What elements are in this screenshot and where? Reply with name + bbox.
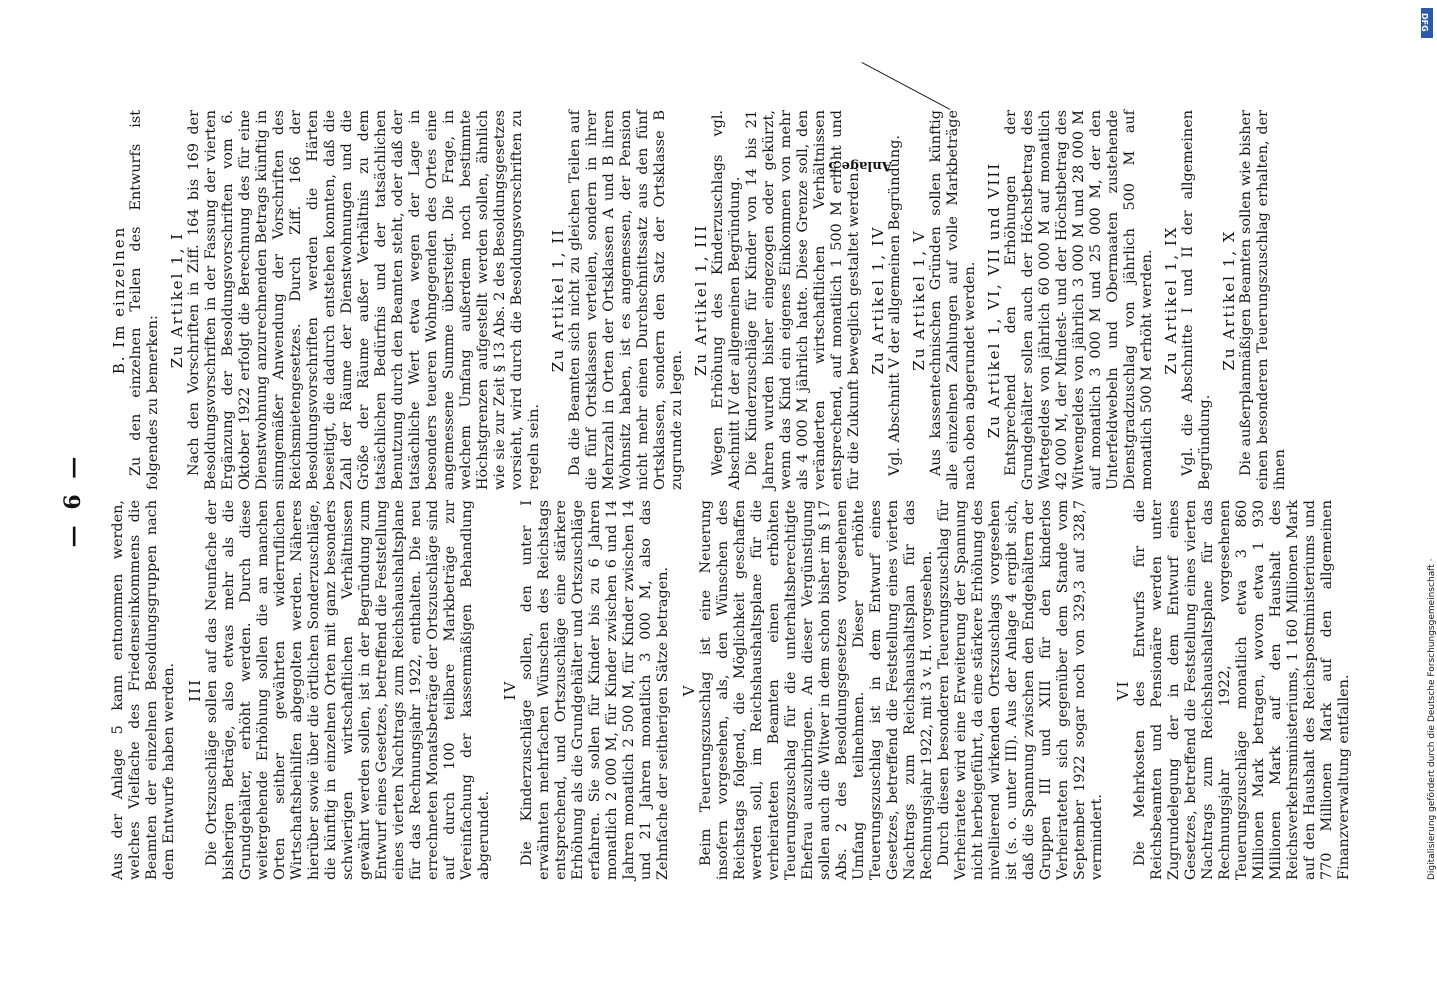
article-heading: Zu Artikel 1, II: [549, 227, 567, 373]
article-heading: Zu Artikel 1, IV: [869, 225, 887, 375]
article-text: Aus kassentechnischen Gründen sollen künftig alle einzelnen Zahlungen auf volle Markbeträge nach oben abgerundet werden.: [928, 110, 978, 490]
section-text: Beim Teuerungszuschlag ist eine Neuerung insofern vorgesehen, als, den Wünschen des Reichstags folgend, die Möglichkeit geschaffen werden soll, im Reichshaushaltsplane für die verheirateten Beamten einen erhöhten Teuerungszuschlag für die unterhaltsberechtigte Ehefrau auszubringen. An dieser Vergünstigung sollen auch die Witwer in dem schon bisher im § 17 Abs. 2 des Besoldungsgesetzes vorgesehenen Umfang teilnehmen. Dieser erhöhte Teuerungszuschlag ist in dem Entwurf eines Gesetzes, betreffend die Feststellung eines vierten Nachtrags zum Reichshaushaltsplan für das Rechnungsjahr 1922, mit 3 v. H. vorgesehen.: [698, 500, 935, 880]
section-heading: III: [186, 678, 204, 702]
article-text: Vgl. Abschnitt V der allgemeinen Begründung.: [887, 135, 903, 476]
article-heading: Zu Artikel 1, I: [168, 231, 186, 369]
right-column: [110, 110, 1289, 490]
digitization-credit: Digitalisierung gefördert durch die Deutsche Forschungsgemeinschaft ·: [1427, 558, 1437, 880]
article-heading: Zu Artikel 1, V: [910, 229, 928, 371]
section-heading: IV: [501, 679, 519, 701]
annex-marker: Anlage 5: [828, 158, 892, 173]
part-heading: B. Im einzelnen: [110, 225, 128, 375]
section-text: Die Kinderzuschläge sollen, den unter I erwähnten mehrfachen Wünschen des Reichstags entsprechend, und Ortszuschläge eine stärkere Erhöhung als die Grundgehälter und Ortszuschläge erfahren. Sie sollen für Kinder bis zu 6 Jahren monatlich 2 000 M, für Kinder zwischen 6 und 14 Jahren monatlich 2 500 M, für Kinder zwischen 14 und 21 Jahren monatlich 3 000 M, also das Zehnfache der seitherigen Sätze betragen.: [519, 500, 671, 880]
article-text: Da die Beamten sich nicht zu gleichen Teilen auf die fünf Ortsklassen verteilen, sondern in ihrer Mehrzahl in Orten der Ortsklassen A und B ihren Wohnsitz haben, ist es angemessen, der Pension nicht mehr einen Durchschnittssatz aus den fünf Ortsklassen, sondern den Satz der Ortsklasse B zugrunde zu legen.: [567, 110, 685, 490]
page-number: — 6 —: [60, 452, 86, 548]
article-heading: Zu Artikel 1, X: [1220, 229, 1238, 371]
article-text: Vgl. die Abschnitte I und II der allgemeinen Begründung.: [1180, 110, 1213, 490]
article-heading: Zu Artikel 1, III: [692, 223, 710, 377]
article-text: Entsprechend den Erhöhungen der Grundgehälter sollen auch der Höchstbetrag des Wartegeldes von jährlich 60 000 M auf monatlich 42 000 M, der Mindest- und der Höchstbetrag des Witwengeldes von jährlich 3 000 M und 28 000 M auf monatlich 3 000 M und 25 000 M, der den Unterfeldwebeln und Obermaaten zustehende Dienstgradzuschlag von jährlich 500 M auf monatlich 500 M erhöht werden.: [1003, 110, 1155, 490]
section-text: Durch diesen besonderen Teuerungszuschlag für Verheiratete wird eine Erweiterung der Spannung nicht herbeigeführt, da eine stärkere Erhöhung des nivellierend wirkenden Ortszuschlags vorgesehen ist (s. o. unter III). Aus der Anlage 4 ergibt sich, daß die Spannung zwischen den Endgehältern der Gruppen III und XIII für den kinderlos Verheirateten sich gegenüber dem Stande vom September 1922 sogar noch von 329,3 auf 328,7 vermindert.: [936, 500, 1105, 880]
left-intro: Aus der Anlage 5 kann entnommen werden, welches Vielfache des Friedenseinkommens die Beamten der einzelnen Besoldungsgruppen nach dem Entwurfe haben werden.: [110, 500, 177, 880]
dfg-logo: [1421, 8, 1433, 38]
article-heading: Zu Artikel 1, IX: [1162, 225, 1180, 375]
article-heading: Zu Artikel 1, VI, VII und VIII: [985, 161, 1003, 439]
section-heading: V: [680, 683, 698, 697]
dfg-logo-text: DFG: [1420, 13, 1429, 32]
article-text: Die außerplanmäßigen Beamten sollen wie bisher einen besonderen Teuerungszuschlag erhalten, der ihnen: [1238, 110, 1288, 490]
section-heading: VI: [1114, 679, 1132, 701]
section-text: Die Mehrkosten des Entwurfs für die Reichsbeamten und Pensionäre werden unter Zugrundelegung der in dem Entwurf eines Gesetzes, betreffend die Feststellung eines vierten Nachtrags zum Reichshaushaltsplane für das Rechnungsjahr 1922, vorgesehenen Teuerungszuschläge monatlich etwa 3 860 Millionen Mark betragen, wovon etwa 1 930 Millionen Mark auf den Haushalt des Reichsverkehrsministeriums, 1 160 Millionen Mark auf den Haushalt des Reichspostministeriums und 770 Millionen Mark auf den allgemeinen Finanzverwaltung entfallen.: [1132, 500, 1352, 880]
article-text: Wegen Erhöhung des Kinderzuschlags vgl. Abschnitt IV der allgemeinen Begründung.: [710, 110, 743, 490]
left-column: [110, 500, 1353, 880]
article-text: Nach den Vorschriften in Ziff. 164 bis 169 der Besoldungsvorschriften in der Fassung der vierten Ergänzung der Besoldungsvorschriften vom 6. Oktober 1922 erfolgt die Berechnung des für eine Dienstwohnung anzurechnenden Betrags künftig in sinngemäßer Anwendung der Vorschriften des Reichsmietengesetzes. Durch Ziff. 166 der Besoldungsvorschriften werden die Härten beseitigt, die dadurch entstehen konnten, daß die Zahl der Räume der Dienstwohnungen und die Größe der Räume außer Verhältnis zu dem tatsächlichen Bedürfnis und der tatsächlichen Benutzung durch den Beamten steht, oder daß der tatsächliche Wert etwa wegen der Lage in besonders teueren Wohngegenden des Ortes eine angemessene Summe übersteigt. Die Frage, in welchem Umfang außerdem noch bestimmte Höchstgrenzen aufgestellt werden sollen, ähnlich wie sie zur Zeit § 13 Abs. 2 des Besoldungsgesetzes vorsieht, wird durch die Besoldungsvorschriften zu regeln sein.: [186, 110, 542, 490]
article-text: Die Kinderzuschläge für Kinder von 14 bis 21 Jahren wurden bisher eingezogen oder gekürzt, wenn das Kind ein eigenes Einkommen von mehr als 4 000 M jährlich hatte. Diese Grenze soll, den veränderten wirtschaftlichen Verhältnissen entsprechend, auf monatlich 1 500 M erhöht und für die Zukunft beweglich gestaltet werden.: [744, 110, 862, 490]
section-text: Die Ortszuschläge sollen auf das Neunfache der bisherigen Beträge, also etwas mehr als die Grundgehälter, erhöht werden. Durch diese weitergehende Erhöhung sollen die an manchen Orten seither gewährten widerruflichen Wirtschaftsbeihilfen abgegolten werden. Näheres hierüber sowie über die örtlichen Sonderzuschläge, die künftig in einzelnen Orten mit ganz besonders schwierigen wirtschaftlichen Verhältnissen gewährt werden sollen, ist in der Begründung zum Entwurf eines Gesetzes, betreffend die Feststellung eines vierten Nachtrags zum Reichshaushaltsplane für das Rechnungsjahr 1922, enthalten. Die neu errechneten Monatsbeträge der Ortszuschläge sind auf durch 100 teilbare Markbeträge zur Vereinfachung der kassenmäßigen Behandlung abgerundet.: [204, 500, 492, 880]
right-intro: Zu den einzelnen Teilen des Entwurfs ist folgendes zu bemerken:: [128, 110, 161, 490]
